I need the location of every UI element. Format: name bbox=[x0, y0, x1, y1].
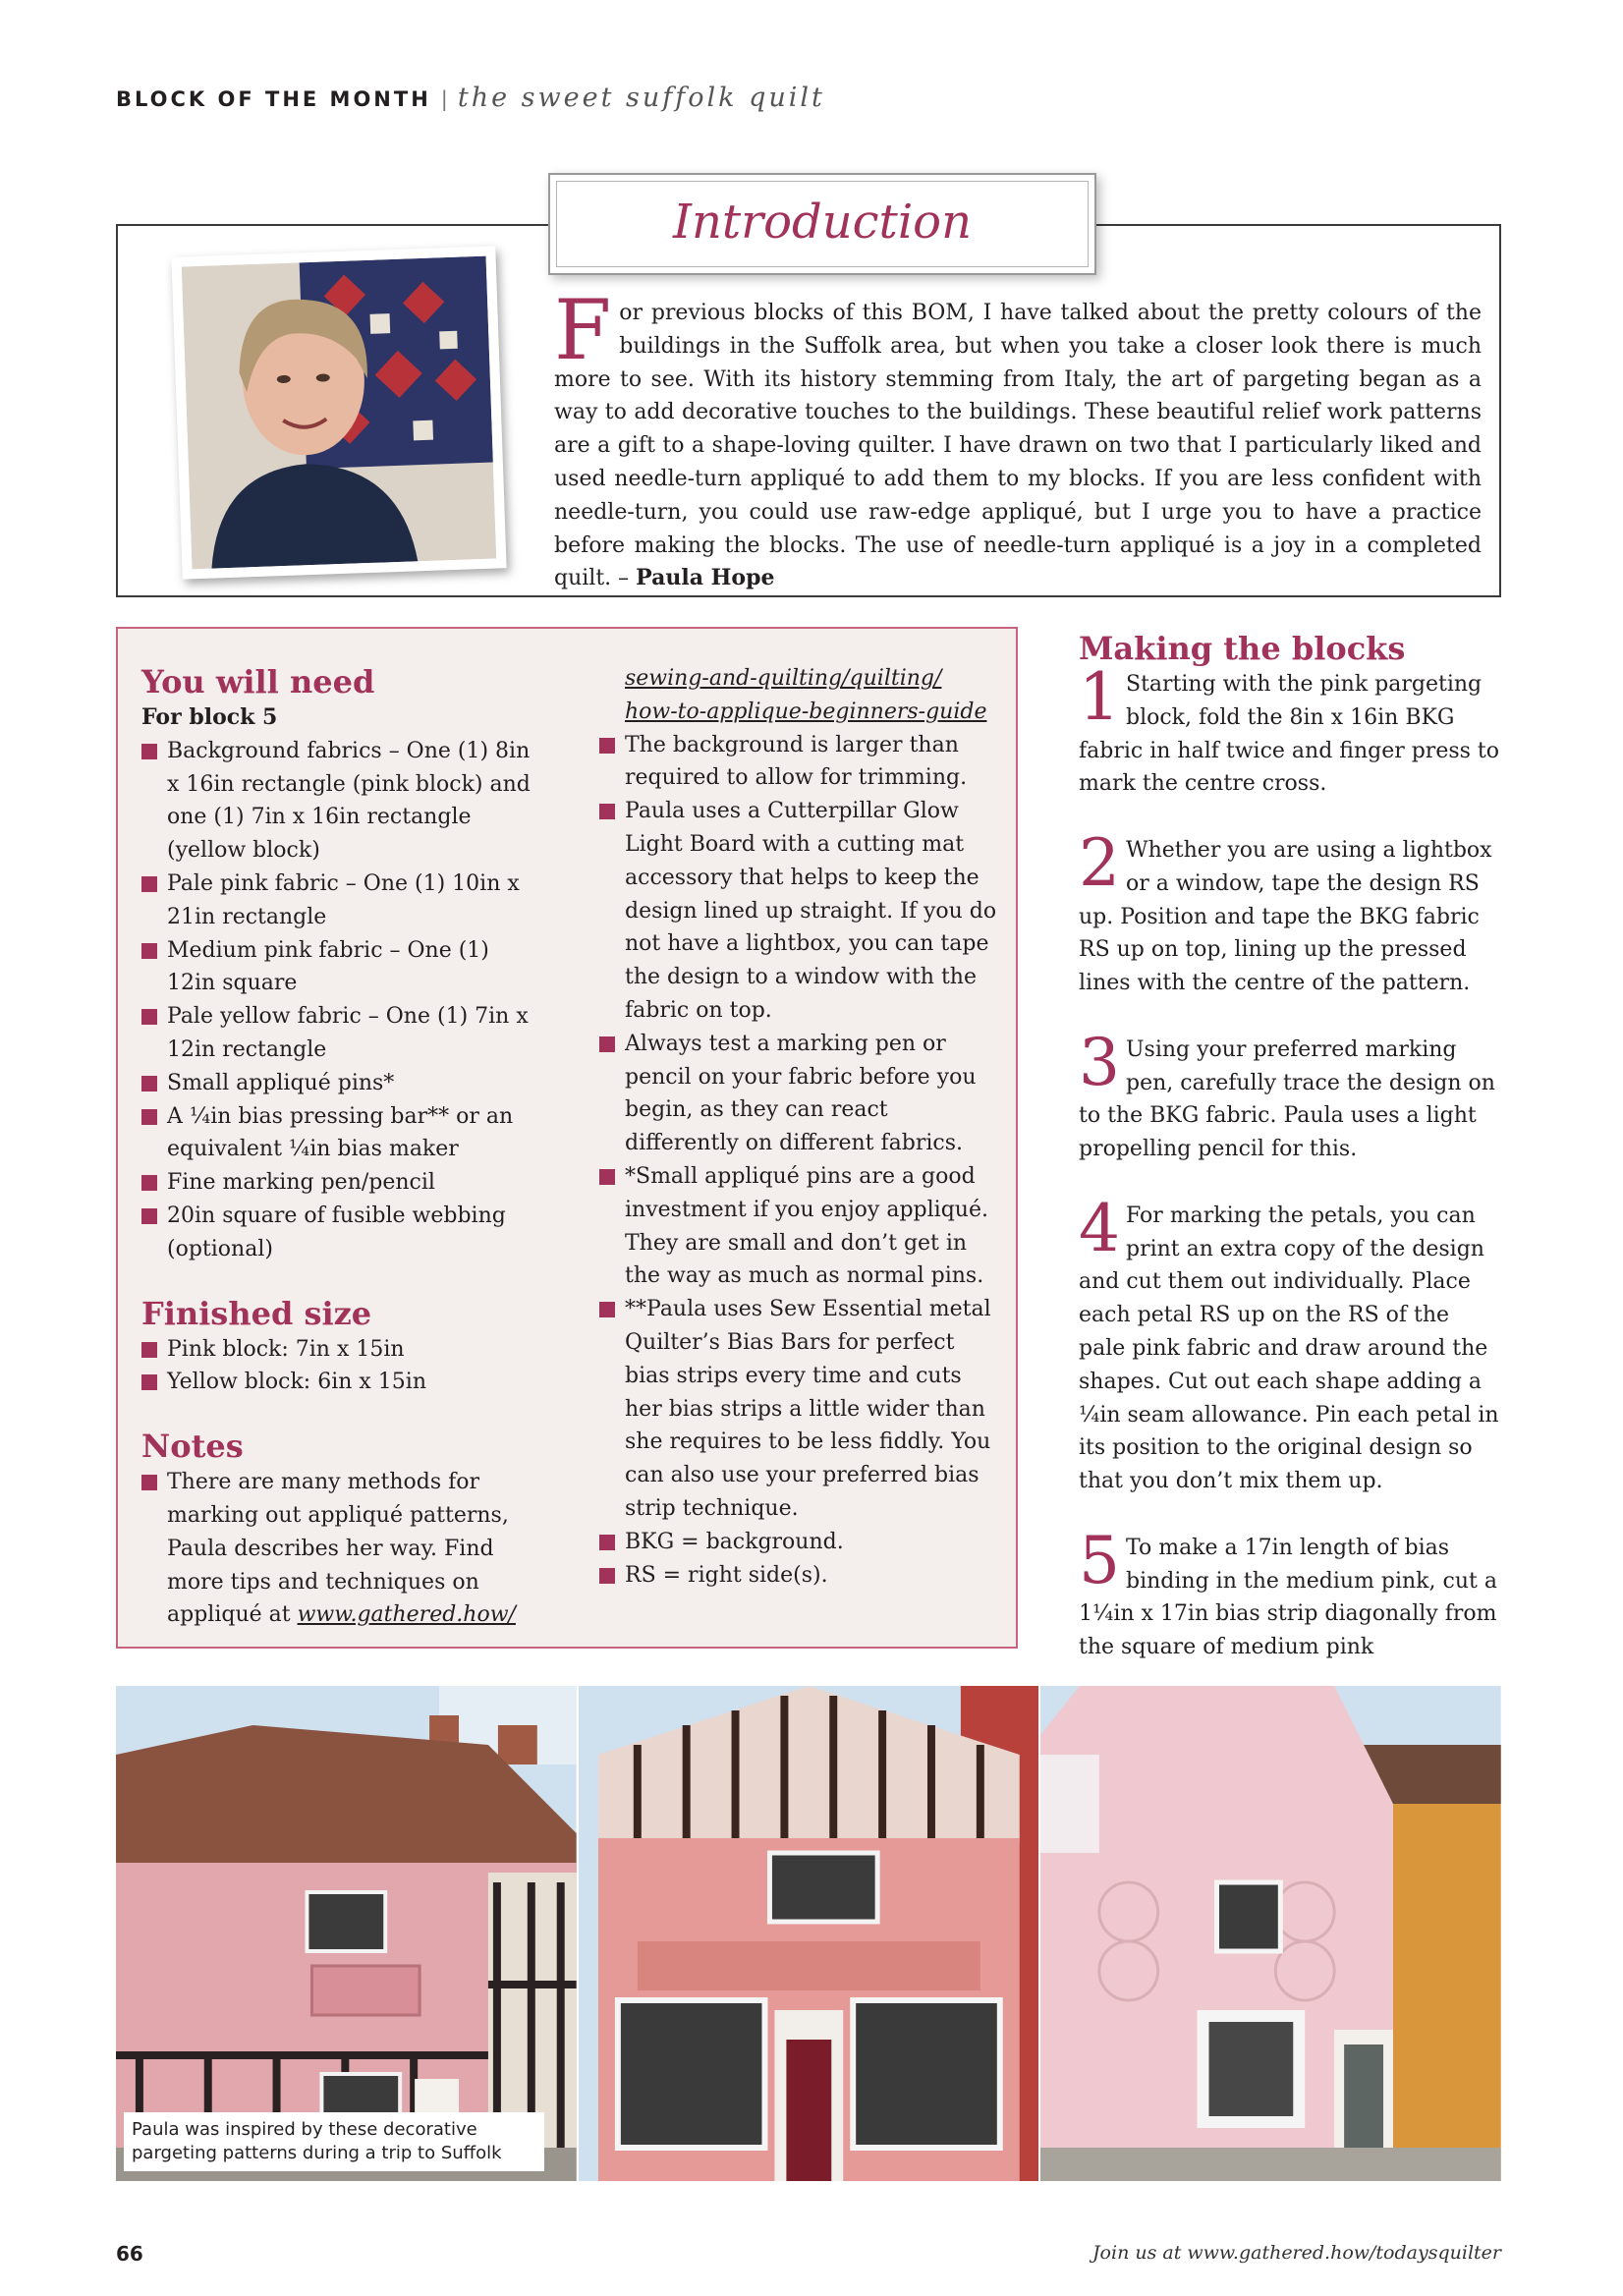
step-number: 5 bbox=[1079, 1522, 1120, 1598]
drop-cap: F bbox=[554, 282, 612, 378]
list-item: Pale pink fabric – One (1) 10in x 21in rectangle bbox=[141, 868, 534, 934]
list-item: Paula uses a Cutterpillar Glow Light Board with a cutting mat accessory that helps to keep the design lined up straight. If you do not have a lightbox, you can tape the design to a window with the fabric on top. bbox=[599, 795, 1002, 1028]
finished-size-heading: Finished size bbox=[141, 1294, 372, 1332]
list-item: Pale yellow fabric – One (1) 7in x 12in rectangle bbox=[141, 1000, 534, 1067]
list-item bbox=[141, 1466, 534, 1632]
house-photo-strip bbox=[116, 1686, 1501, 2181]
list-item: Yellow block: 6in x 15in bbox=[141, 1366, 534, 1399]
step-1 bbox=[1079, 659, 1501, 801]
step-number: 4 bbox=[1079, 1190, 1120, 1266]
list-item: A ¼in bias pressing bar** or an equivalent ¼in bias maker bbox=[141, 1100, 534, 1167]
you-will-need-heading: You will need bbox=[141, 663, 375, 700]
note-text: There are many methods for marking out appliqué patterns, Paula describes her way. Find more tips and techniques on appliqué at bbox=[167, 1470, 509, 1628]
block-subheading: For block 5 bbox=[141, 704, 278, 730]
step-number: 3 bbox=[1079, 1024, 1120, 1100]
section-label: BLOCK OF THE MONTH bbox=[116, 87, 431, 111]
guide-link-continued bbox=[599, 662, 1002, 729]
step-3 bbox=[1079, 1024, 1501, 1166]
step-number: 2 bbox=[1079, 824, 1120, 901]
list-item: **Paula uses Sew Essential metal Quilter’s Bias Bars for perfect bias strips every time and cuts her bias strips a little wider than she requires to be less fiddly. You can also use your preferred bias strip technique. bbox=[599, 1293, 1002, 1526]
guide-link-part[interactable]: how-to-applique-beginners-guide bbox=[625, 699, 987, 724]
guide-link[interactable]: www.gathered.how/ bbox=[297, 1602, 516, 1628]
notes-heading: Notes bbox=[141, 1428, 244, 1466]
author-signature: Paula Hope bbox=[636, 565, 775, 591]
finished-size-list bbox=[141, 1333, 534, 1400]
series-subtitle: the sweet suffolk quilt bbox=[457, 83, 825, 113]
list-item: The background is larger than required to allow for trimming. bbox=[599, 729, 1002, 796]
materials-list bbox=[141, 735, 534, 1266]
pink-shopfront-house-image bbox=[579, 1686, 1039, 2181]
author-photo bbox=[171, 246, 506, 579]
step-text: Using your preferred marking pen, carefully trace the design on to the BKG fabric. Paula uses a light propelling pencil for this. bbox=[1079, 1036, 1495, 1162]
step-5 bbox=[1079, 1522, 1501, 1664]
intro-body: or previous blocks of this BOM, I have talked about the pretty colours of the buildings in the Suffolk area, but when you take a closer look there is much more to see. With its history stemming from Italy, the art of pargeting began as a way to add decorative touches to the buildings. These beautiful relief work patterns are a gift to a shape-loving quilter. I have drawn on two that I particularly liked and used needle-turn appliqué to add them to my blocks. If you are less confident with needle-turn, you could use raw-edge appliqué, but I urge you to have a practice before making the blocks. The use of needle-turn appliqué is a joy in a completed quilt. – bbox=[554, 301, 1482, 591]
guide-link-part[interactable]: sewing-and-quilting/quilting/ bbox=[625, 666, 942, 691]
page-header bbox=[116, 83, 825, 113]
list-item: 20in square of fusible webbing (optional) bbox=[141, 1200, 534, 1266]
pink-timber-house-image bbox=[116, 1686, 577, 2181]
pink-pargeted-house-image bbox=[1040, 1686, 1501, 2181]
list-item: BKG = background. bbox=[599, 1526, 1002, 1559]
page-number: 66 bbox=[116, 2242, 143, 2266]
author-portrait-image bbox=[182, 256, 497, 570]
step-text: Whether you are using a lightbox or a window, tape the design RS up. Position and tape the BKG fabric RS up on top, lining up the pressed lines with the centre of the pattern. bbox=[1079, 837, 1492, 996]
list-item: Small appliqué pins* bbox=[141, 1067, 534, 1100]
step-text: Starting with the pink pargeting block, fold the 8in x 16in BKG fabric in half twice and finger press to mark the centre cross. bbox=[1079, 672, 1500, 797]
house-photo-2 bbox=[577, 1686, 1039, 2181]
step-4 bbox=[1079, 1190, 1501, 1498]
list-item: RS = right side(s). bbox=[599, 1559, 1002, 1593]
list-item: Always test a marking pen or pencil on your fabric before you begin, as they can react differently on different fabrics. bbox=[599, 1028, 1002, 1160]
list-item: Background fabrics – One (1) 8in x 16in rectangle (pink block) and one (1) 7in x 16in rectangle (yellow block) bbox=[141, 735, 534, 868]
house-photo-3 bbox=[1038, 1686, 1501, 2181]
header-separator: | bbox=[440, 87, 448, 111]
requirements-column-1 bbox=[141, 662, 534, 1632]
making-heading: Making the blocks bbox=[1079, 630, 1406, 667]
footer-join-text: Join us at www.gathered.how/todaysquilter bbox=[1091, 2242, 1501, 2264]
intro-title: Introduction bbox=[673, 195, 972, 250]
list-item: *Small appliqué pins are a good investment if you enjoy appliqué. They are small and don’t get in the way as much as normal pins. bbox=[599, 1160, 1002, 1293]
step-text: To make a 17in length of bias binding in the medium pink, cut a 1¼in x 17in bias strip diagonally from the square of medium pink bbox=[1079, 1535, 1497, 1660]
step-text: For marking the petals, you can print an extra copy of the design and cut them out individually. Place each petal RS up on the RS of the pale pink fabric and draw around the shapes. Cut out each shape adding a ¼in seam allowance. Pin each petal in its position to the original design so that you don’t mix them up. bbox=[1079, 1203, 1499, 1494]
step-number: 1 bbox=[1079, 659, 1120, 735]
requirements-column-2 bbox=[599, 662, 1002, 1592]
making-the-blocks bbox=[1079, 629, 1501, 1698]
list-item: Pink block: 7in x 15in bbox=[141, 1333, 534, 1367]
list-item: Fine marking pen/pencil bbox=[141, 1166, 534, 1200]
intro-title-box bbox=[548, 173, 1096, 275]
step-2 bbox=[1079, 824, 1501, 1000]
notes-list-continued bbox=[599, 729, 1002, 1593]
notes-list bbox=[141, 1466, 534, 1632]
photo-caption: Paula was inspired by these decorative pargeting patterns during a trip to Suffolk bbox=[124, 2112, 544, 2171]
intro-paragraph bbox=[554, 282, 1482, 595]
list-item: Medium pink fabric – One (1) 12in square bbox=[141, 934, 534, 1001]
house-photo-1 bbox=[116, 1686, 577, 2181]
